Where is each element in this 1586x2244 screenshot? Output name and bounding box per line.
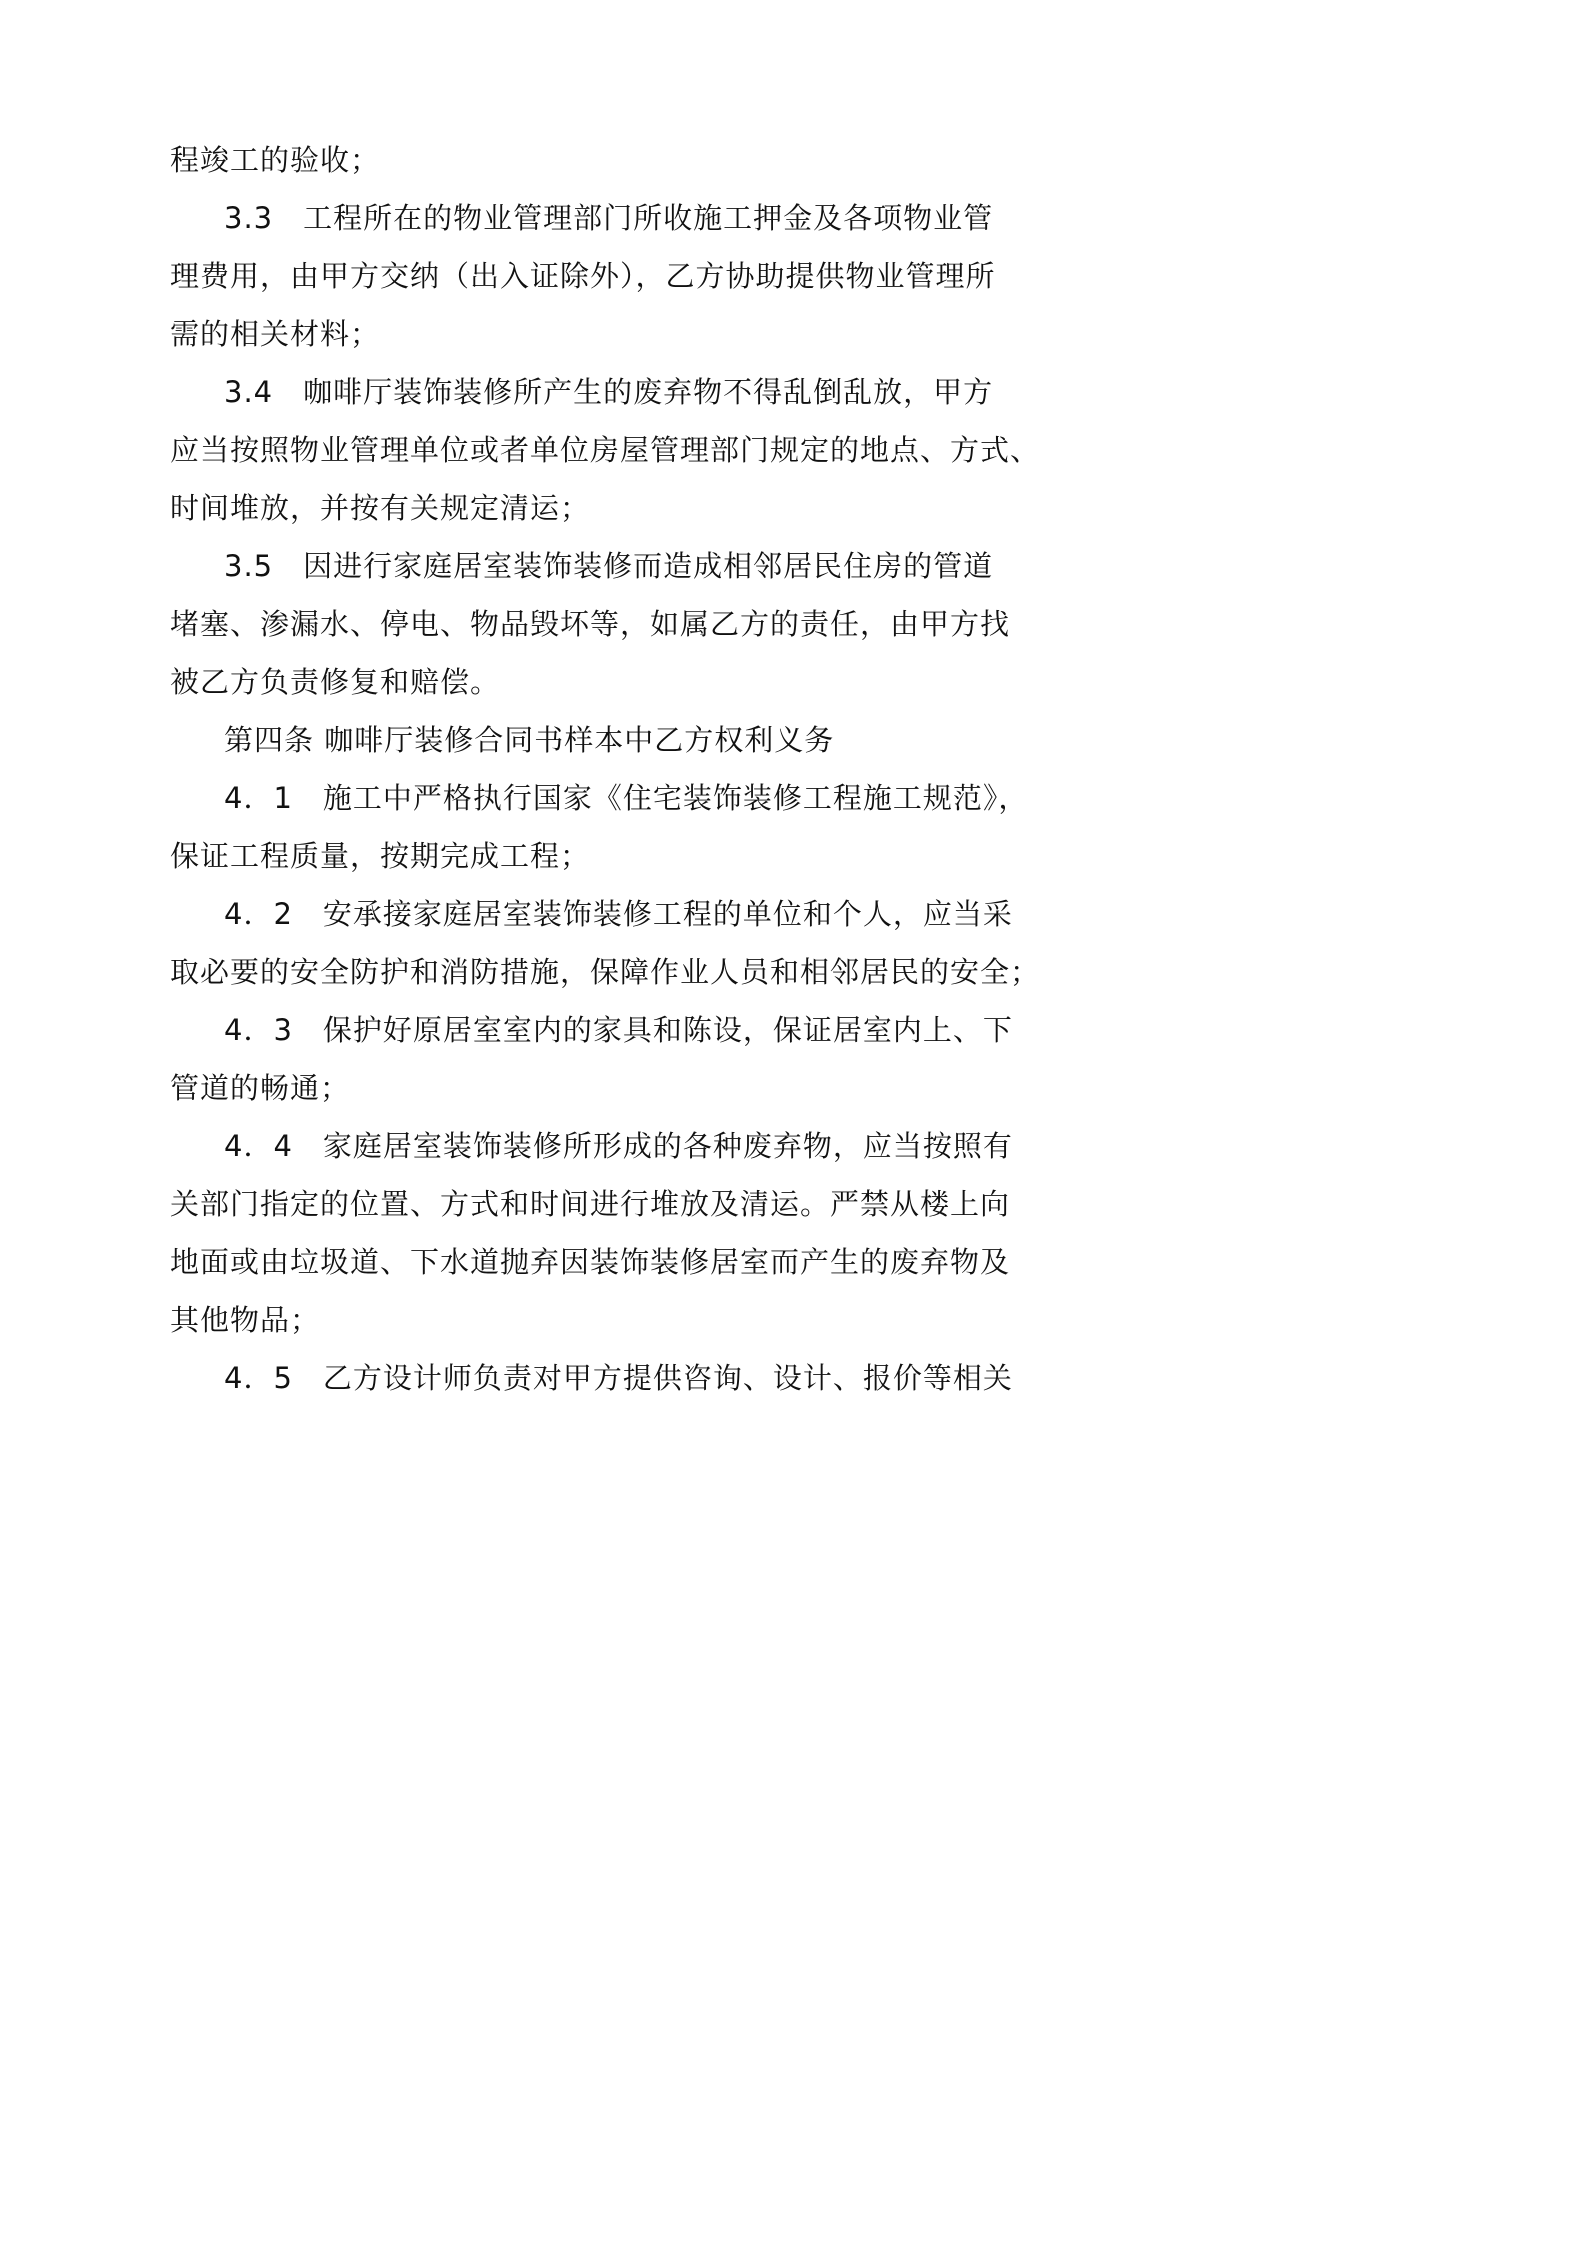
text-line: 3.5 因进行家庭居室装饰装修而造成相邻居民住房的管道 [224,549,994,583]
text-line: 4．5 乙方设计师负责对甲方提供咨询、设计、报价等相关 [224,1361,1013,1395]
text-line: 其他物品； [170,1303,321,1337]
text-line: 取必要的安全防护和消防措施，保障作业人员和相邻居民的安全； [170,955,1041,989]
section-heading: 第四条 咖啡厅装修合同书样本中乙方权利义务 [224,723,835,757]
text-line: 4．2 安承接家庭居室装饰装修工程的单位和个人，应当采 [224,897,1013,931]
text-line: 程竣工的验收； [170,143,381,177]
text-line: 4．4 家庭居室装饰装修所形成的各种废弃物，应当按照有 [224,1129,1013,1163]
text-line: 堵塞、渗漏水、停电、物品毁坏等，如属乙方的责任，由甲方找 [170,607,1011,641]
text-line: 被乙方负责修复和赔偿。 [170,665,501,699]
text-line: 4．3 保护好原居室室内的家具和陈设，保证居室内上、下 [224,1013,1013,1047]
text-line: 4．1 施工中严格执行国家《住宅装饰装修工程施工规范》， [224,781,1029,815]
text-line: 地面或由垃圾道、下水道抛弃因装饰装修居室而产生的废弃物及 [170,1245,1011,1279]
text-line: 理费用，由甲方交纳（出入证除外），乙方协助提供物业管理所 [170,259,996,293]
text-line: 管道的畅通； [170,1071,351,1105]
text-line: 关部门指定的位置、方式和时间进行堆放及清运。严禁从楼上向 [170,1187,1011,1221]
text-line: 时间堆放，并按有关规定清运； [170,491,591,525]
text-line: 保证工程质量，按期完成工程； [170,839,591,873]
text-line: 3.3 工程所在的物业管理部门所收施工押金及各项物业管 [224,201,994,235]
text-line: 3.4 咖啡厅装饰装修所产生的废弃物不得乱倒乱放，甲方 [224,375,994,409]
text-line: 需的相关材料； [170,317,381,351]
text-line: 应当按照物业管理单位或者单位房屋管理部门规定的地点、方式、 [170,433,1041,467]
